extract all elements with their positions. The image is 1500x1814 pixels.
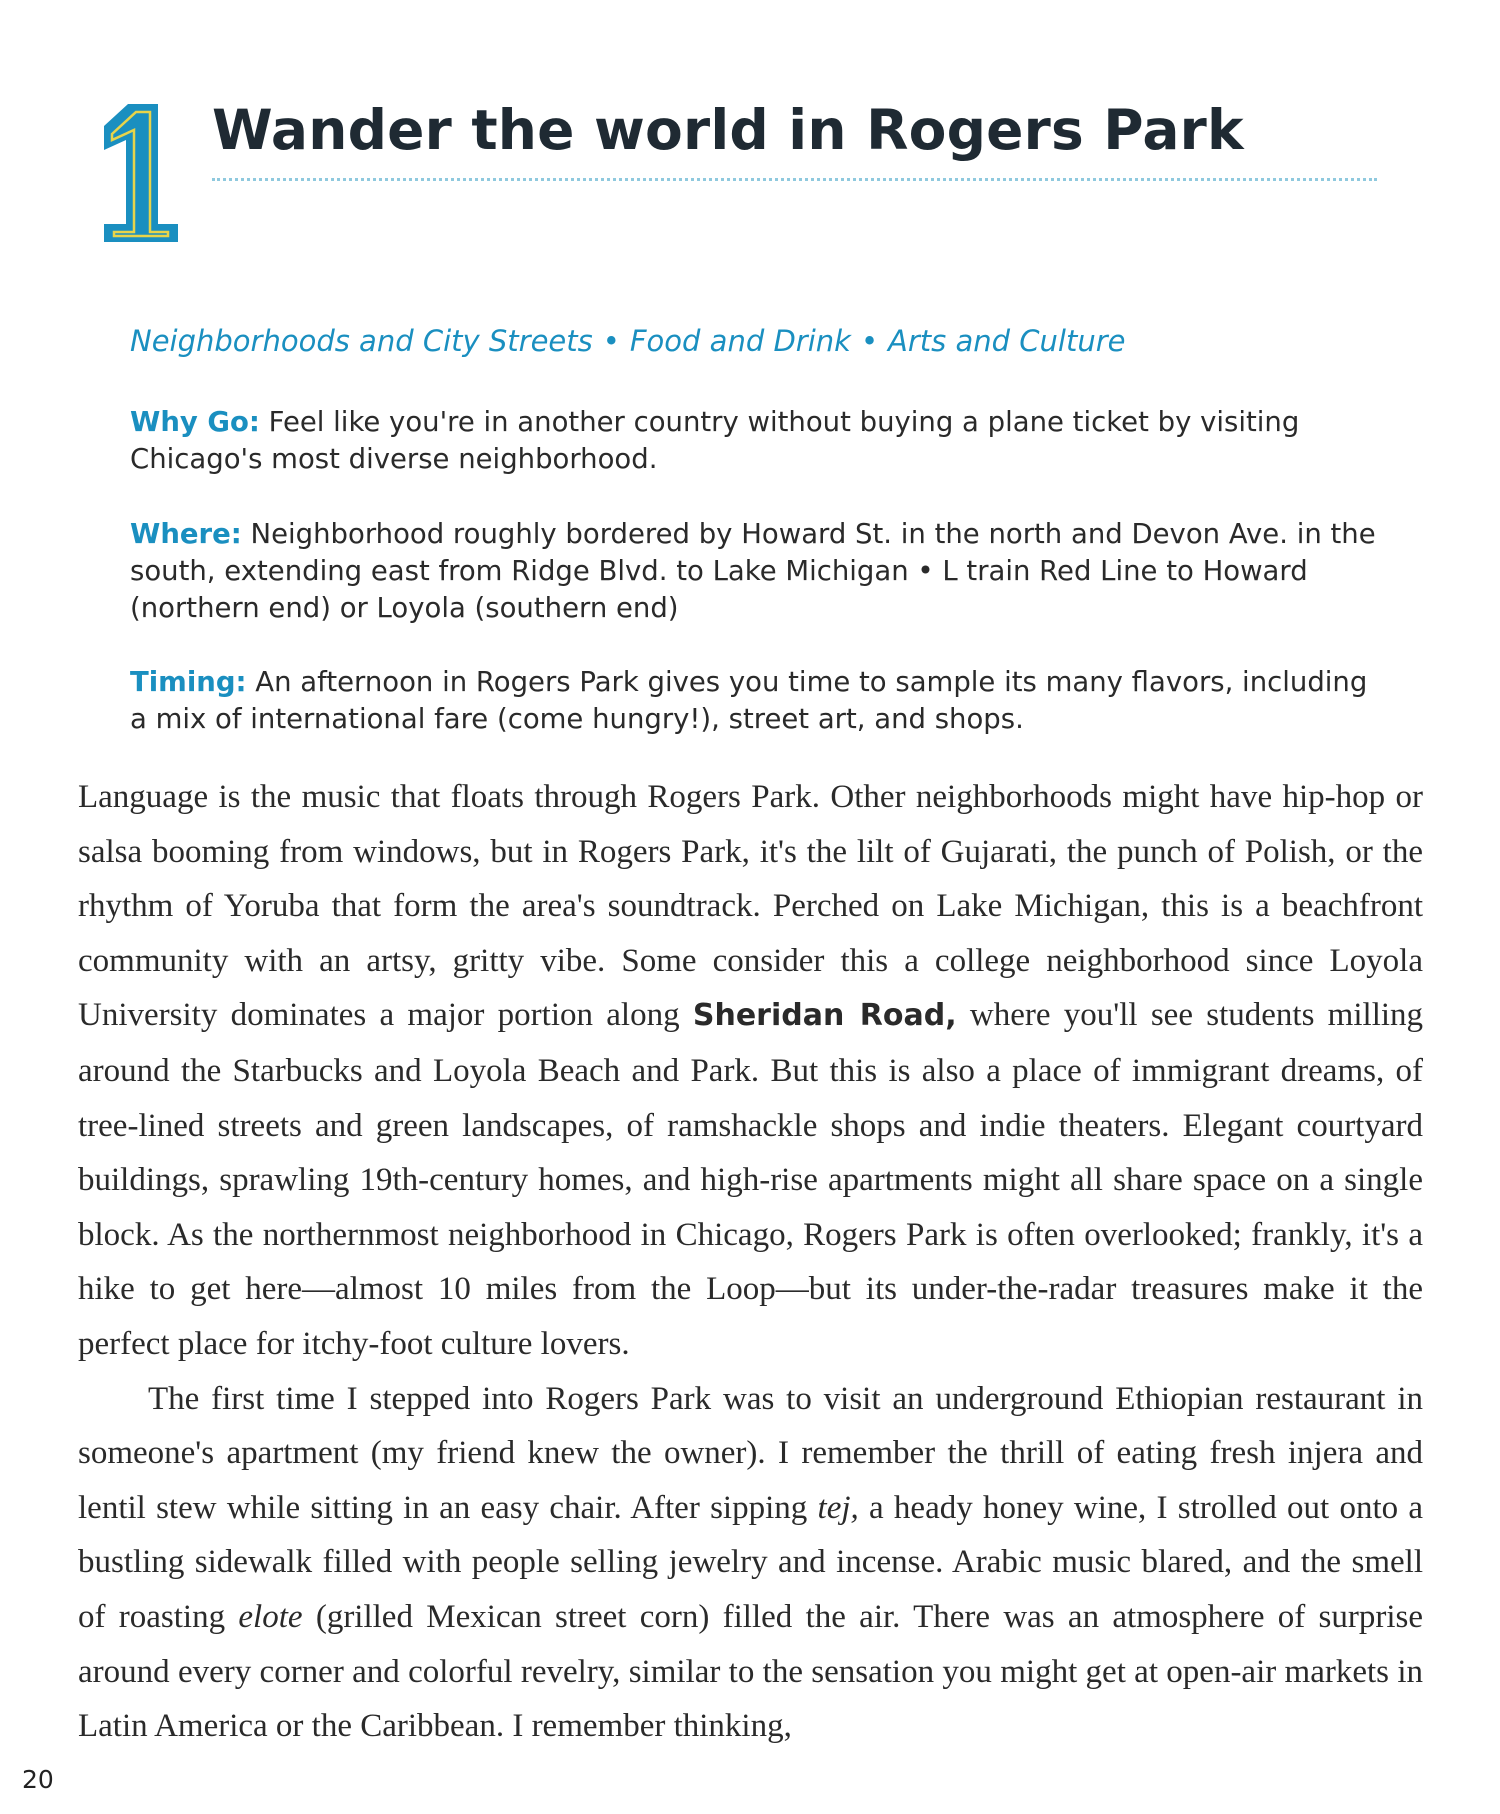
why-go-text: Feel like you're in another country without buying a plane ticket by visiting Chicago's most diverse neighborhood. xyxy=(130,406,1300,475)
where-label: Where: xyxy=(130,518,242,550)
body-paragraph xyxy=(78,1372,1423,1754)
italic-term: elote xyxy=(238,1598,303,1635)
chapter-numeral-one-icon xyxy=(96,96,186,246)
chapter-title: Wander the world in Rogers Park xyxy=(212,98,1244,162)
category-item: Neighborhoods and City Streets xyxy=(130,324,593,358)
bullet-separator: • xyxy=(602,324,620,358)
title-dotted-rule xyxy=(212,178,1377,181)
timing-label: Timing: xyxy=(130,666,247,698)
why-go-label: Why Go: xyxy=(130,406,260,438)
where-text: Neighborhood roughly bordered by Howard St. in the north and Devon Ave. in the south, extending east from Ridge Blvd. to Lake Michigan • L train Red Line to Howard (northern end) or Loyola (southern end) xyxy=(130,518,1376,624)
body-text-run: where you'll see students milling around the Starbucks and Loyola Beach and Park. But this is also a place of immigrant dreams, of tree-lined streets and green landscapes, of ramshackle shops and indie theaters. Elegant courtyard buildings, sprawling 19th-century homes, and high-rise apartments might all share space on a single block. As the northernmost neighborhood in Chicago, Rogers Park is often overlooked; frankly, it's a hike to get here—almost 10 miles from the Loop—but its under-the-radar treasures make it the perfect place for itchy-foot culture lovers. xyxy=(78,997,1424,1362)
body-text-run: Language is the music that floats through Rogers Park. Other neighborhoods might have hip-hop or salsa booming from windows, but in Rogers Park, it's the lilt of Gujarati, the punch of Polish, or the rhythm of Yoruba that form the area's soundtrack. Perched on Lake Michigan, this is a beachfront community with an artsy, gritty vibe. Some consider this a college neighborhood since Loyola University dominates a major portion along xyxy=(78,779,1423,1034)
body-text-run: The first time I stepped into Rogers Park was to visit an underground Ethiopian restaurant in someone's apartment (my friend knew the owner). I remember the thrill of eating fresh injera and lentil stew while sitting in an easy chair. After sipping xyxy=(78,1380,1423,1526)
timing-text: An afternoon in Rogers Park gives you time to sample its many flavors, including a mix of international fare (come hungry!), street art, and shops. xyxy=(130,666,1368,735)
timing-block xyxy=(130,664,1380,738)
where-block xyxy=(130,516,1380,627)
why-go-block xyxy=(130,404,1380,478)
italic-term: tej, xyxy=(817,1489,859,1526)
body-text-run: (grilled Mexican street corn) filled the air. There was an atmosphere of surprise around every corner and colorful revelry, similar to the sensation you might get at open-air markets in Latin America or the Caribbean. I remember thinking, xyxy=(78,1598,1424,1745)
category-list xyxy=(130,324,1125,358)
chapter-number-graphic xyxy=(96,96,186,246)
category-item: Arts and Culture xyxy=(888,324,1126,358)
body-paragraph xyxy=(78,770,1423,1372)
category-item: Food and Drink xyxy=(629,324,851,358)
body-text xyxy=(78,770,1423,1754)
highlighted-place-name: Sheridan Road, xyxy=(692,998,957,1034)
page-number: 20 xyxy=(22,1765,54,1794)
body-text-run: a heady honey wine, I strolled out onto a bustling sidewalk filled with people selling jewelry and incense. Arabic music blared, and the smell of roasting xyxy=(78,1489,1424,1635)
bullet-separator: • xyxy=(860,324,879,358)
